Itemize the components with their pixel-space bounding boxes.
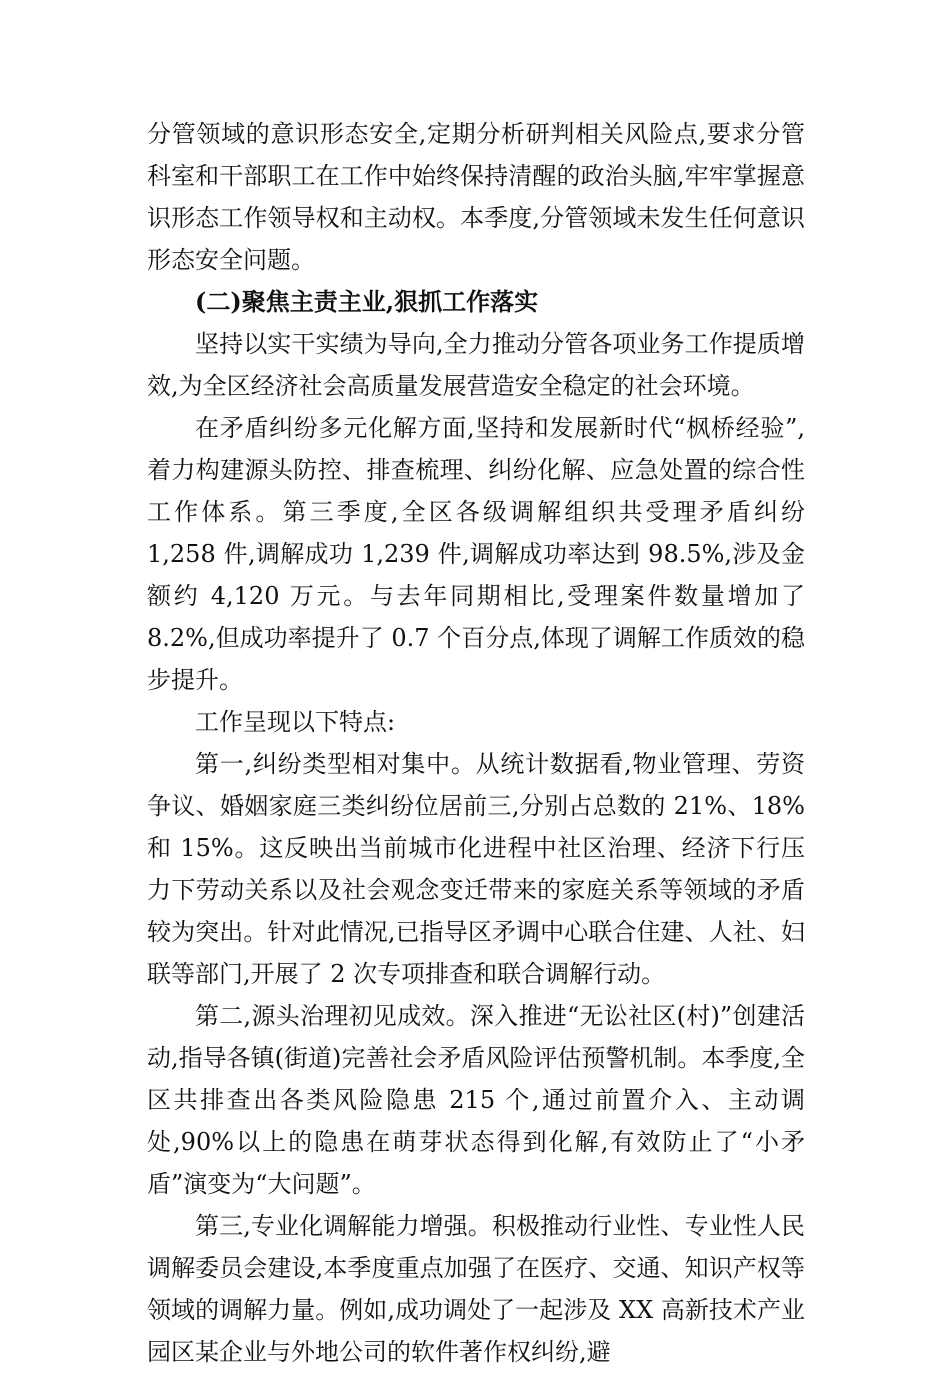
paragraph-feature-third: 第三,专业化调解能力增强。积极推动行业性、专业性人民调解委员会建设,本季度重点加强了在医疗、交通、知识产权等领域的调解力量。例如,成功调处了一起涉及 XX 高新技术产业园区某企业与外地公司的软件著作权纠纷,避 bbox=[147, 1212, 805, 1366]
document-body bbox=[147, 113, 805, 1373]
paragraph-feature-second: 第二,源头治理初见成效。深入推进“无讼社区(村)”创建活动,指导各镇(街道)完善社会矛盾风险评估预警机制。本季度,全区共排查出各类风险隐患 215 个,通过前置介入、主动调处,90%以上的隐患在萌芽状态得到化解,有效防止了“小矛盾”演变为“大问题”。 bbox=[147, 1002, 805, 1198]
paragraph-features-intro: 工作呈现以下特点: bbox=[195, 708, 396, 736]
paragraph-dispute-resolution: 在矛盾纠纷多元化解方面,坚持和发展新时代“枫桥经验”,着力构建源头防控、排查梳理、纠纷化解、应急处置的综合性工作体系。第三季度,全区各级调解组织共受理矛盾纠纷 1,258 件,调解成功 1,239 件,调解成功率达到 98.5%,涉及金额约 4,120 万元。与去年同期相比,受理案件数量增加了 8.2%,但成功率提升了 0.7 个百分点,体现了调解工作质效的稳步提升。 bbox=[147, 414, 805, 694]
paragraph-ideology-security: 分管领域的意识形态安全,定期分析研判相关风险点,要求分管科室和干部职工在工作中始终保持清醒的政治头脑,牢牢掌握意识形态工作领导权和主动权。本季度,分管领域未发生任何意识形态安全问题。 bbox=[147, 120, 805, 274]
paragraph-performance-orientation: 坚持以实干实绩为导向,全力推动分管各项业务工作提质增效,为全区经济社会高质量发展营造安全稳定的社会环境。 bbox=[147, 330, 805, 400]
section-heading: (二)聚焦主责主业,狠抓工作落实 bbox=[195, 287, 539, 316]
paragraph-feature-first: 第一,纠纷类型相对集中。从统计数据看,物业管理、劳资争议、婚姻家庭三类纠纷位居前三,分别占总数的 21%、18%和 15%。这反映出当前城市化进程中社区治理、经济下行压力下劳动关系以及社会观念变迁带来的家庭关系等领域的矛盾较为突出。针对此情况,已指导区矛调中心联合住建、人社、妇联等部门,开展了 2 次专项排查和联合调解行动。 bbox=[147, 750, 805, 988]
